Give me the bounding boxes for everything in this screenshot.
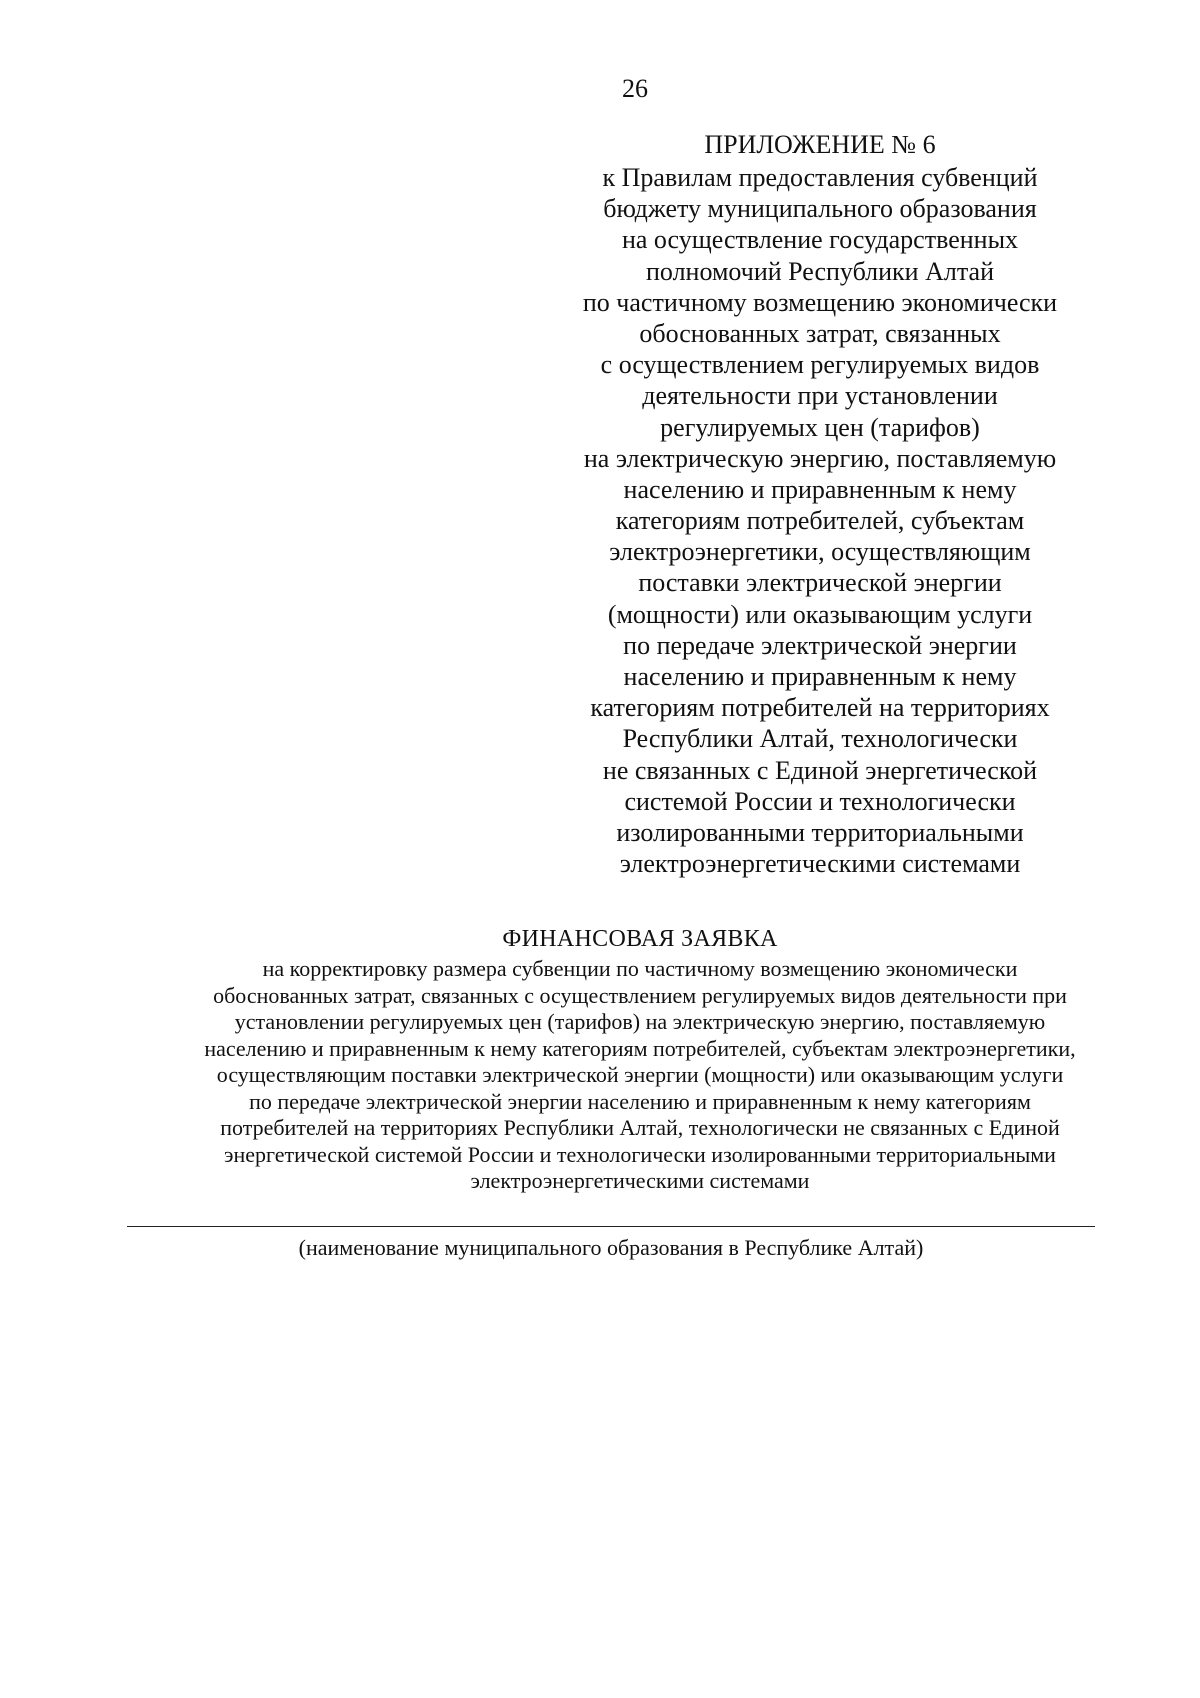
- appendix-line: Республики Алтай, технологически: [622, 724, 1018, 754]
- request-line: на корректировку размера субвенции по частичному возмещению экономически: [262, 956, 1018, 981]
- appendix-line: (мощности) или оказывающим услуги: [607, 599, 1033, 629]
- appendix-line: населению и приравненным к нему: [623, 662, 1017, 691]
- appendix-line: бюджету муниципального образования: [603, 194, 1037, 224]
- appendix-line: категориям потребителей на территориях: [590, 693, 1050, 723]
- appendix-line: регулируемых цен (тарифов): [660, 412, 980, 442]
- page-number: 26: [622, 74, 648, 103]
- request-line: осуществляющим поставки электрической энергии (мощности) или оказывающим услуги: [216, 1062, 1064, 1087]
- request-line: электроэнергетическими системами: [470, 1168, 810, 1193]
- appendix-subtitle: [530, 162, 1110, 879]
- request-line: энергетической системой России и технологически изолированными территориальными: [224, 1141, 1056, 1167]
- appendix-line: на электрическую энергию, поставляемую: [583, 443, 1057, 473]
- appendix-line: полномочий Республики Алтай: [646, 256, 994, 286]
- request-line: обоснованных затрат, связанных с осуществлением регулируемых видов деятельности при: [213, 982, 1067, 1008]
- appendix-block: [530, 128, 1110, 879]
- appendix-line: обоснованных затрат, связанных: [639, 318, 1001, 348]
- appendix-line: с осуществлением регулируемых видов: [600, 350, 1040, 380]
- appendix-line: деятельности при установлении: [642, 381, 998, 411]
- appendix-line: системой России и технологически: [624, 786, 1016, 816]
- financial-request-block: [120, 922, 1160, 1195]
- appendix-line: на осуществление государственных: [621, 225, 1019, 255]
- appendix-line: поставки электрической энергии: [638, 568, 1002, 598]
- appendix-line: по передаче электрической энергии: [623, 630, 1017, 660]
- request-line: установлении регулируемых цен (тарифов) на электрическую энергию, поставляемую: [234, 1009, 1046, 1034]
- appendix-line: к Правилам предоставления субвенций: [602, 163, 1038, 192]
- appendix-line: изолированными территориальными: [616, 817, 1024, 847]
- appendix-line: не связанных с Единой энергетической: [602, 755, 1038, 785]
- appendix-line: населению и приравненным к нему: [623, 474, 1017, 504]
- municipality-name-field[interactable]: [127, 1226, 1095, 1227]
- appendix-title: ПРИЛОЖЕНИЕ № 6: [704, 130, 936, 159]
- appendix-line: по частичному возмещению экономически: [582, 287, 1058, 317]
- appendix-line: электроэнергетики, осуществляющим: [609, 537, 1031, 567]
- request-line: потребителей на территориях Республики Алтай, технологически не связанных с Единой: [220, 1115, 1060, 1140]
- request-line: населению и приравненным к нему категориям потребителей, субъектам электроэнергетики,: [204, 1035, 1076, 1061]
- municipality-name-caption: (наименование муниципального образования в Республике Алтай): [298, 1235, 924, 1260]
- appendix-line: категориям потребителей, субъектам: [615, 506, 1025, 536]
- request-title: ФИНАНСОВАЯ ЗАЯВКА: [502, 926, 778, 952]
- request-subtitle: [120, 956, 1160, 1195]
- appendix-line: электроэнергетическими системами: [619, 849, 1021, 879]
- request-line: по передаче электрической энергии населению и приравненным к нему категориям: [249, 1088, 1031, 1114]
